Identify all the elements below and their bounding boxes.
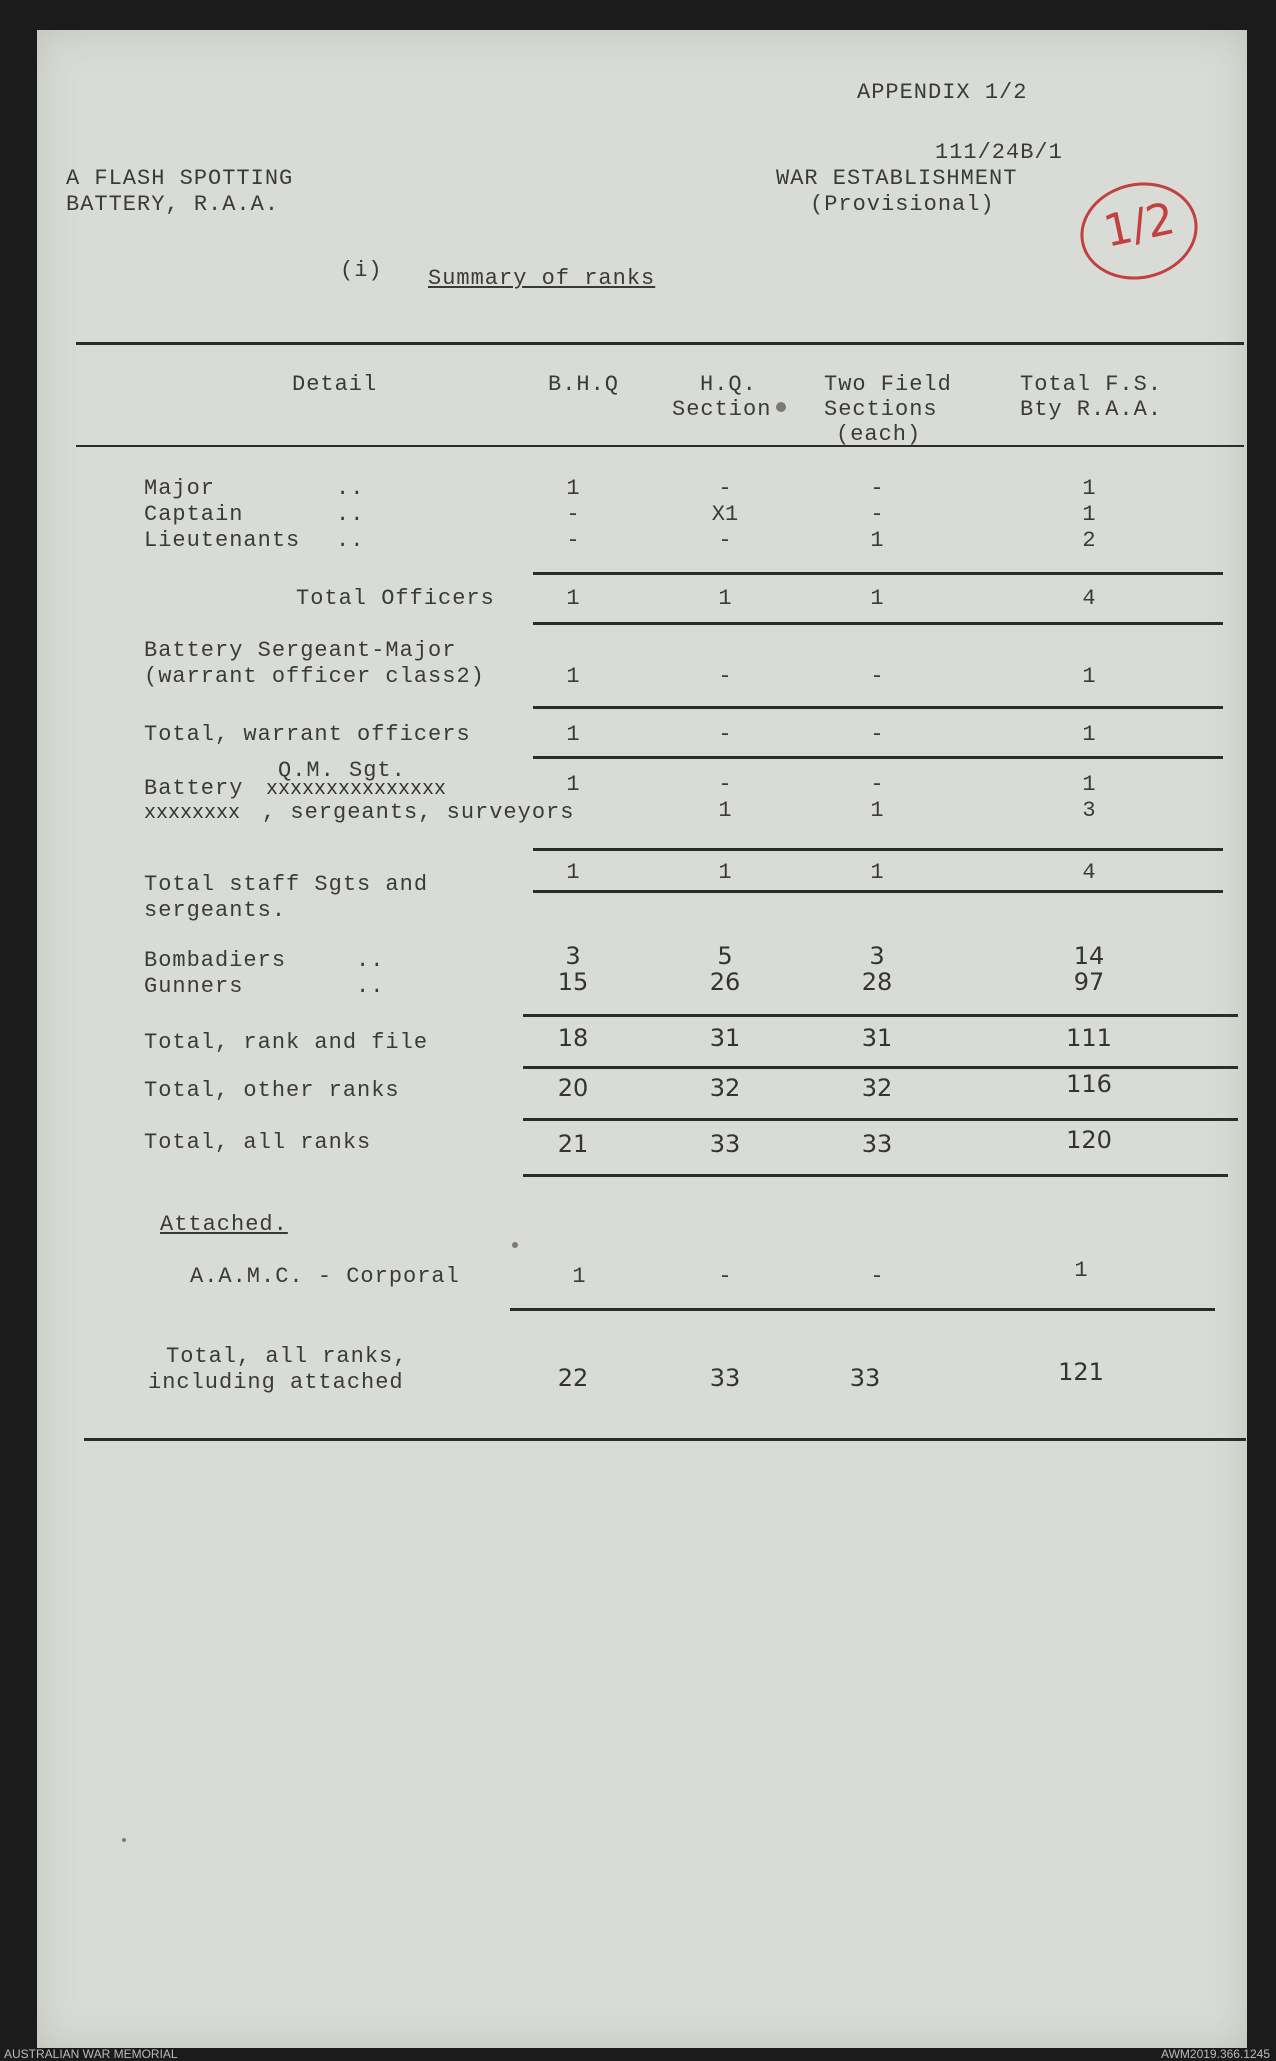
row-lieutenants-dots: .. (336, 528, 365, 553)
cell: 1 (1082, 722, 1096, 747)
reference-number: 111/24B/1 (935, 140, 1063, 165)
cell: 1 (566, 586, 580, 611)
establishment-title: WAR ESTABLISHMENT (776, 166, 1018, 191)
section-number: (i) (340, 258, 383, 283)
appendix-label: APPENDIX 1/2 (857, 80, 1028, 105)
cell: 33 (849, 1364, 881, 1392)
row-total-officers-label: Total Officers (296, 586, 495, 611)
cell: - (870, 1264, 884, 1289)
row-battery-label: Battery (144, 776, 244, 801)
row-bsm-label-2: (warrant officer class2) (144, 664, 485, 689)
cell: - (718, 772, 732, 797)
rule (533, 890, 1223, 893)
row-captain-dots: .. (336, 502, 365, 527)
cell: 121 (1058, 1358, 1104, 1386)
cell: - (718, 476, 732, 501)
row-total-staff-label-1: Total staff Sgts and (144, 872, 429, 897)
cell: 33 (709, 1130, 741, 1158)
row-aamc-label: A.A.M.C. - Corporal (190, 1264, 460, 1289)
cell: 1 (566, 722, 580, 747)
cell: 111 (1066, 1024, 1112, 1052)
table-bottom-rule (84, 1438, 1246, 1441)
cell: 97 (1073, 968, 1105, 996)
grand-total-label-2: including attached (148, 1370, 404, 1395)
cell: - (566, 502, 580, 527)
cell: 1 (870, 528, 884, 553)
cell: 33 (861, 1130, 893, 1158)
col-total-2: Bty R.A.A. (1020, 397, 1163, 422)
cell: 1 (1082, 476, 1096, 501)
cell: 2 (1082, 528, 1096, 553)
row-bombardiers-dots: .. (356, 948, 385, 973)
cell: 1 (1082, 664, 1096, 689)
row-bombardiers-label: Bombadiers (144, 948, 287, 973)
row-total-wo-label: Total, warrant officers (144, 722, 471, 747)
cell: 28 (861, 968, 893, 996)
cell: 1 (1082, 502, 1096, 527)
cell: 20 (557, 1074, 589, 1102)
row-rank-file-label: Total, rank and file (144, 1030, 429, 1055)
cell: 21 (557, 1130, 589, 1158)
rule (523, 1014, 1238, 1017)
folio-stamp: 1/2 (1071, 172, 1206, 290)
cell: 1 (718, 860, 732, 885)
cell: 33 (709, 1364, 741, 1392)
cell: 1 (572, 1264, 586, 1289)
row-gunners-label: Gunners (144, 974, 244, 999)
cell: - (718, 664, 732, 689)
rule (523, 1066, 1238, 1069)
cell: - (870, 664, 884, 689)
cell: 1 (566, 664, 580, 689)
cell: 26 (709, 968, 741, 996)
cell: 120 (1066, 1126, 1112, 1154)
cell: 15 (557, 968, 589, 996)
col-detail: Detail (292, 372, 378, 397)
col-hq-2: Section (672, 397, 772, 422)
row-gunners-dots: .. (356, 974, 385, 999)
paper-speck (122, 1838, 126, 1842)
cell: - (870, 476, 884, 501)
cell: 3 (1082, 798, 1096, 823)
row-major-dots: .. (336, 476, 365, 501)
struck-text: xxxxxxxxxxxxxxx (266, 778, 447, 801)
paper-speck (776, 402, 786, 412)
cell: - (870, 772, 884, 797)
cell: 22 (557, 1364, 589, 1392)
qm-sgt-insert: Q.M. Sgt. (278, 758, 406, 783)
cell: - (718, 528, 732, 553)
col-tf-3: (each) (836, 422, 922, 447)
cell: 1 (718, 798, 732, 823)
col-total-1: Total F.S. (1020, 372, 1163, 397)
paper-speck (512, 1242, 518, 1248)
row-captain-label: Captain (144, 502, 244, 527)
cell: 31 (709, 1024, 741, 1052)
cell: 4 (1082, 860, 1096, 885)
footer-left: AUSTRALIAN WAR MEMORIAL (4, 2047, 178, 2061)
col-hq-1: H.Q. (700, 372, 757, 397)
cell: - (718, 1264, 732, 1289)
header-bottom-rule (76, 445, 1244, 447)
cell: 1 (870, 860, 884, 885)
rule (533, 756, 1223, 759)
cell: 5 (717, 942, 733, 970)
row-other-ranks-label: Total, other ranks (144, 1078, 400, 1103)
rule (533, 622, 1223, 625)
cell: X1 (711, 502, 739, 527)
cell: 1 (566, 476, 580, 501)
cell: 4 (1082, 586, 1096, 611)
col-tf-2: Sections (824, 397, 938, 422)
cell: 32 (709, 1074, 741, 1102)
cell: - (566, 528, 580, 553)
cell: 14 (1073, 942, 1105, 970)
cell: - (870, 502, 884, 527)
rule (533, 706, 1223, 709)
cell: 1 (1074, 1258, 1088, 1283)
cell: 18 (557, 1024, 589, 1052)
rule (510, 1308, 1215, 1311)
rule (533, 848, 1223, 851)
row-all-ranks-label: Total, all ranks (144, 1130, 372, 1155)
unit-title-line-2: BATTERY, R.A.A. (66, 192, 280, 217)
cell: - (870, 722, 884, 747)
col-tf-1: Two Field (824, 372, 952, 397)
attached-heading: Attached. (160, 1212, 288, 1237)
rule (523, 1174, 1228, 1177)
unit-title-line-1: A FLASH SPOTTING (66, 166, 294, 191)
grand-total-label-1: Total, all ranks, (166, 1344, 408, 1369)
row-lieutenants-label: Lieutenants (144, 528, 301, 553)
cell: 1 (1082, 772, 1096, 797)
row-sergeants-label: , sergeants, surveyors (262, 800, 575, 825)
rule (523, 1118, 1238, 1121)
cell: 31 (861, 1024, 893, 1052)
row-bsm-label-1: Battery Sergeant-Major (144, 638, 457, 663)
cell: 116 (1066, 1070, 1112, 1098)
establishment-subtitle: (Provisional) (810, 192, 995, 217)
cell: 1 (566, 772, 580, 797)
cell: 1 (870, 586, 884, 611)
footer-right: AWM2019.366.1245 (1161, 2047, 1270, 2061)
cell: 3 (869, 942, 885, 970)
col-bhq: B.H.Q (548, 372, 620, 397)
row-total-staff-label-2: sergeants. (144, 898, 287, 923)
cell: 1 (870, 798, 884, 823)
rule (533, 572, 1223, 575)
cell: 32 (861, 1074, 893, 1102)
row-major-label: Major (144, 476, 216, 501)
table-top-rule (76, 342, 1244, 345)
cell: - (718, 722, 732, 747)
section-title: Summary of ranks (428, 266, 656, 291)
cell: 1 (718, 586, 732, 611)
cell: 3 (565, 942, 581, 970)
struck-text: xxxxxxxx (144, 802, 241, 825)
cell: 1 (566, 860, 580, 885)
